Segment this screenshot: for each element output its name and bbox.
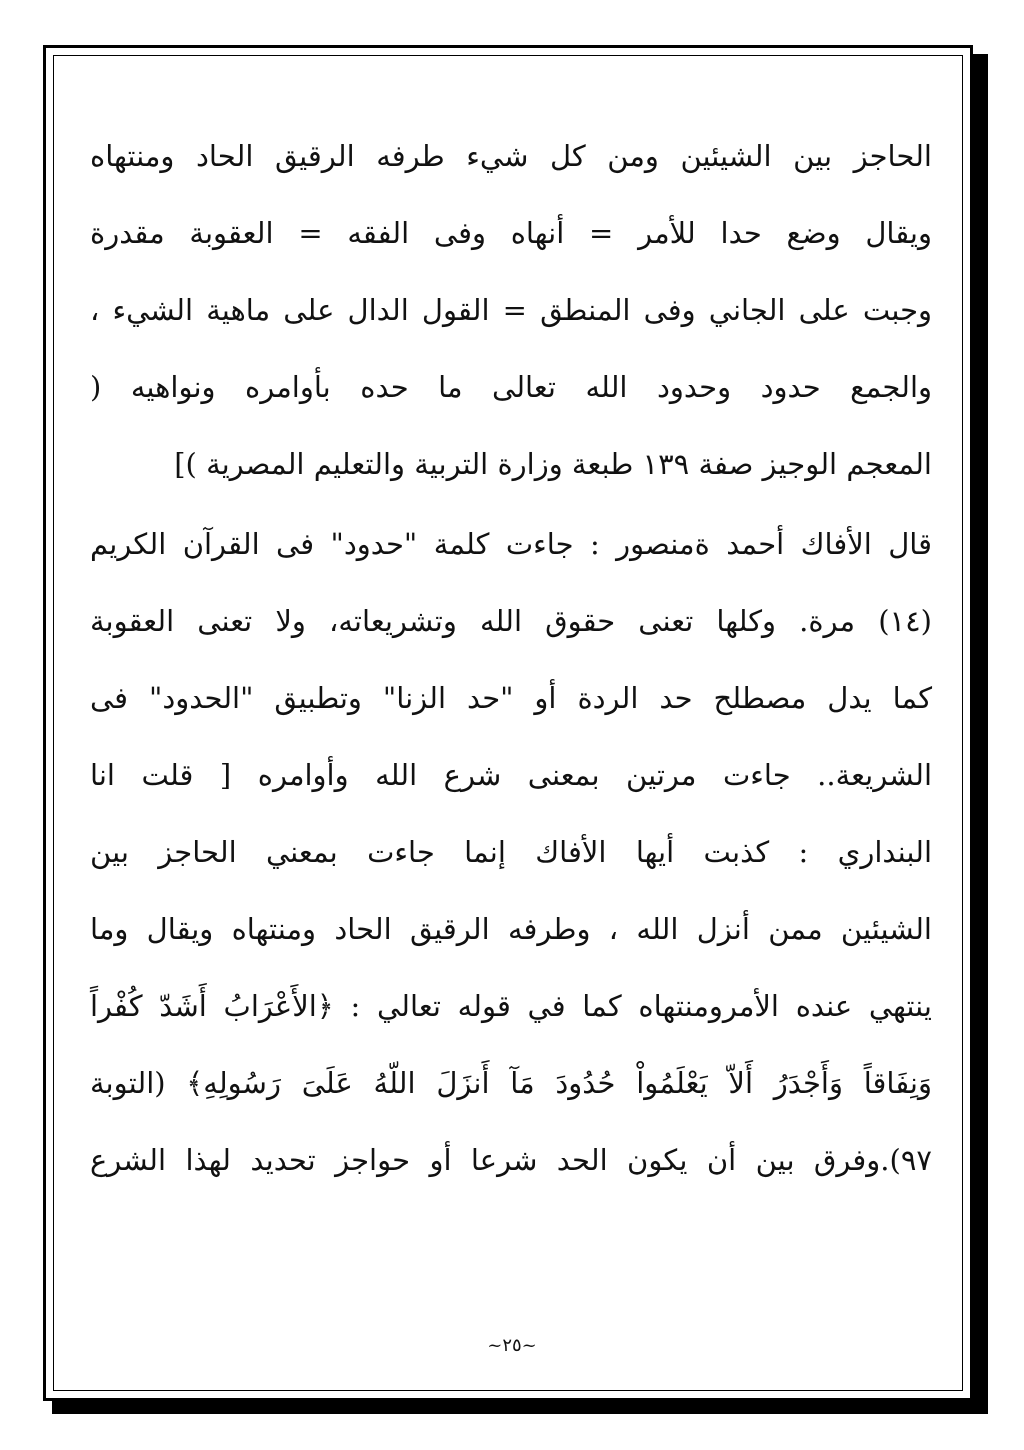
paragraph-rebuttal (90, 506, 932, 1199)
text-line: الشريعة.. جاءت مرتين بمعنى شرع الله وأوامره [ قلت انا (90, 758, 932, 792)
text-line: ٩٧).وفرق بين أن يكون الحد شرعا أو حواجز تحديد لهذا الشرع (90, 1143, 932, 1177)
text-line: وجبت على الجاني وفى المنطق = القول الدال على ماهية الشيء ، (90, 293, 932, 327)
text-line: ينتهي عنده الأمرومنتهاه كما في قوله تعالي : ﴿الأَعْرَابُ أَشَدّ كُفْراً (90, 989, 932, 1023)
text-line: كما يدل مصطلح حد الردة أو "حد الزنا" وتطبيق "الحدود" فى (90, 681, 932, 715)
page-number: ~٢٥~ (487, 1335, 537, 1356)
text-line: والجمع حدود وحدود الله تعالى ما حده بأوامره ونواهيه ( (90, 370, 933, 404)
text-line: البنداري : كذبت أيها الأفاك إنما جاءت بمعني الحاجز بين (90, 835, 932, 869)
text-line: قال الأفاك أحمد ةمنصور : جاءت كلمة "حدود" فى القرآن الكريم (90, 527, 932, 561)
text-line: الشيئين ممن أنزل الله ، وطرفه الرقيق الحاد ومنتهاه ويقال وما (90, 912, 932, 946)
text-line: الحاجز بين الشيئين ومن كل شيء طرفه الرقيق الحاد ومنتهاه (90, 139, 932, 173)
paragraph-definition (90, 118, 932, 503)
page-body (90, 118, 932, 1199)
text-line: (١٤) مرة. وكلها تعنى حقوق الله وتشريعاته، ولا تعنى العقوبة (90, 604, 932, 638)
text-line: ويقال وضع حدا للأمر = أنهاه وفى الفقه = العقوبة مقدرة (90, 216, 932, 250)
text-line: وَنِفَاقاً وَأَجْدَرُ أَلاّ يَعْلَمُواْ حُدُودَ مَآ أَنزَلَ اللّهُ عَلَىَ رَسُولِهِ﴾ (التوبة (90, 1066, 932, 1100)
text-line: المعجم الوجيز صفة ١٣٩ طبعة وزارة التربية والتعليم المصرية )] (174, 447, 932, 481)
